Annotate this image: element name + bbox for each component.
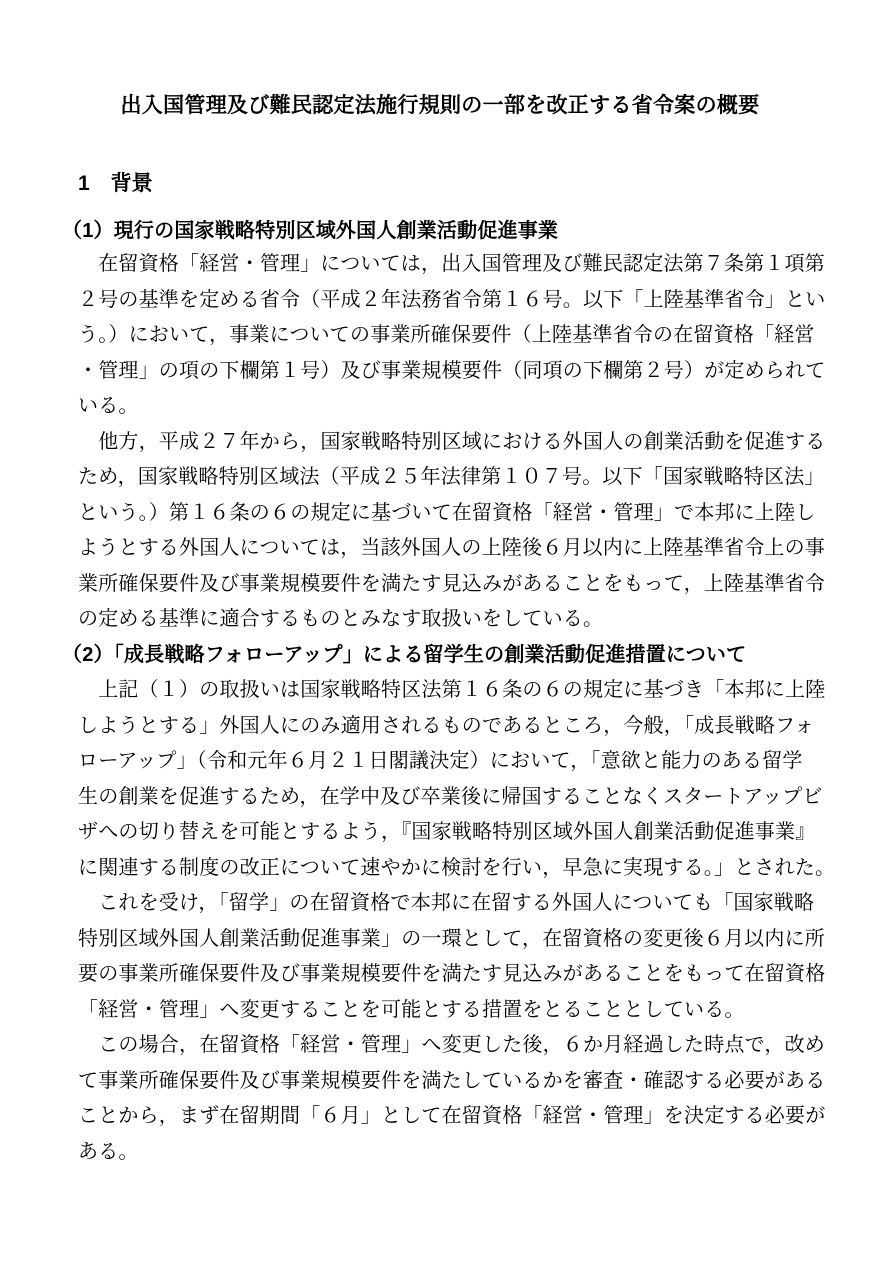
paragraph-1-line: う。）において，事業についての事業所確保要件（上陸基準省令の在留資格「経営 xyxy=(78,324,815,346)
paragraph-1-line: ２号の基準を定める省令（平成２年法務省令第１６号。以下「上陸基準省令」とい xyxy=(78,288,826,311)
paragraph-5-line: て事業所確保要件及び事業規模要件を満たしているかを審査・確認する必要がある xyxy=(78,1069,826,1092)
paragraph-4-line: 要の事業所確保要件及び事業規模要件を満たす見込みがあることをもって在留資格 xyxy=(78,963,826,985)
paragraph-3-line: しようとする」外国人にのみ適用されるものであるところ，今般，「成長戦略フォ xyxy=(78,714,815,737)
paragraph-3-line: ザへの切り替えを可能とするよう，『国家戦略特別区域外国人創業活動促進事業』 xyxy=(78,821,816,843)
paragraph-1-line: 在留資格「経営・管理」については，出入国管理及び難民認定法第７条第１項第 xyxy=(78,253,825,275)
section-1-heading: 1 背景 xyxy=(78,172,153,195)
paragraph-3-line: ローアップ」（令和元年６月２１日閣議決定）において，「意欲と能力のある留学 xyxy=(78,750,803,772)
paragraph-4-line: 「経営・管理」へ変更することを可能とする措置をとることとしている。 xyxy=(78,998,745,1021)
paragraph-3-line: 生の創業を促進するため，在学中及び卒業後に帰国することなくスタートアップビ xyxy=(78,785,823,808)
subsection-2-heading: （2）「成長戦略フォローアップ」による留学生の創業活動促進措置について xyxy=(62,643,747,666)
paragraph-5-line: この場合，在留資格「経営・管理」へ変更した後，６か月経過した時点で，改め xyxy=(78,1034,825,1056)
paragraph-4-line: 特別区域外国人創業活動促進事業」の一環として，在留資格の変更後６月以内に所 xyxy=(78,927,825,950)
paragraph-2-line: ようとする外国人については，当該外国人の上陸後６月以内に上陸基準省令上の事 xyxy=(78,537,825,559)
paragraph-5-line: ある。 xyxy=(78,1140,139,1163)
paragraph-2-line: という。）第１６条の６の規定に基づいて在留資格「経営・管理」で本邦に上陸し xyxy=(78,501,816,524)
subsection-1-heading: （1）現行の国家戦略特別区域外国人創業活動促進事業 xyxy=(62,220,559,242)
paragraph-3-line: 上記（１）の取扱いは国家戦略特区法第１６条の６の規定に基づき「本邦に上陸 xyxy=(78,679,826,701)
paragraph-1-line: いる。 xyxy=(78,395,139,417)
paragraph-5-line: ことから，まず在留期間「６月」として在留資格「経営・管理」を決定する必要が xyxy=(78,1105,826,1127)
paragraph-4-line: これを受け，「留学」の在留資格で本邦に在留する外国人についても「国家戦略 xyxy=(78,892,815,914)
paragraph-2-line: ため，国家戦略特別区域法（平成２５年法律第１０７号。以下「国家戦略特区法」 xyxy=(78,466,825,488)
paragraph-2-line: 他方，平成２７年から，国家戦略特別区域における外国人の創業活動を促進する xyxy=(78,430,826,453)
paragraph-3-line: に関連する制度の改正について速やかに検討を行い，早急に実現する。」とされた。 xyxy=(78,856,836,879)
paragraph-2-line: の定める基準に適合するものとみなす取扱いをしている。 xyxy=(78,608,604,630)
page-title: 出入国管理及び難民認定法施行規則の一部を改正する省令案の概要 xyxy=(120,94,760,117)
paragraph-2-line: 業所確保要件及び事業規模要件を満たす見込みがあることをもって，上陸基準省令 xyxy=(78,572,825,595)
paragraph-1-line: ・管理」の項の下欄第１号）及び事業規模要件（同項の下欄第２号）が定められて xyxy=(78,359,826,382)
